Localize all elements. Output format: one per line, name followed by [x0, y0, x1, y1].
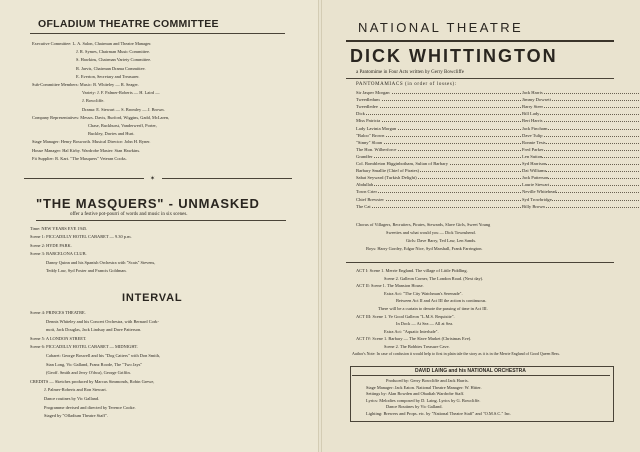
- leader-dots: [356, 185, 640, 186]
- cast-role: Dick: [356, 111, 365, 117]
- page-fold: [318, 0, 322, 452]
- after-line: CREDITS — Sketches produced by Marcus Simmonds, Robin Grewe,: [30, 378, 155, 384]
- interval-title: INTERVAL: [122, 292, 183, 304]
- cast-role: Tweedledee: [356, 104, 378, 110]
- committee-line: Buckley, Davies and Hurt.: [88, 131, 135, 137]
- show-subtitle: a Pantomime in Four Acts written by Gerry Bowcliffe: [356, 70, 464, 75]
- cast-actor: Dave Tulip: [522, 132, 543, 138]
- cast-role: Col. Bombleton Higginbotham, Sultan of Barbary: [356, 161, 448, 166]
- after-line: (Geoff. Smith and Jerry O'dwa), George Griffin.: [46, 370, 131, 376]
- acts-rule: [346, 262, 614, 263]
- cast-actor: Laurie Stewart: [522, 182, 550, 188]
- committee-line: R. Jarvis, Chairman Drama Committee.: [76, 65, 146, 71]
- cast-actor: Jack Patterson: [522, 175, 549, 181]
- cast-actor: Syd Trowbridge: [522, 196, 552, 202]
- after-line: Cabaret: George Boswell and his "Dog Catters" with Don Smith,: [46, 353, 160, 358]
- cast-role: The Cat: [356, 203, 371, 209]
- leader-dots: [356, 192, 640, 193]
- masquers-subtitle: offer a festive pot-pourri of words and music in six scenes.: [70, 212, 188, 217]
- chorus-line: Girls: Dave Barry, Ted Law, Len Sands.: [406, 238, 477, 243]
- leader-dots: [356, 107, 640, 108]
- cast-role: Sir Jasper Morgan: [356, 90, 390, 95]
- committee-line: Drama: E. Stewart — S. Bromley — J. Brown.: [82, 106, 165, 112]
- chorus-line: Chorus of Villagers, Recruiters, Pirates, Stewards, Slave Girls, Sweet Young: [356, 222, 491, 227]
- leader-dots: [356, 157, 640, 158]
- cast-row: [356, 118, 640, 124]
- leader-dots: [356, 93, 640, 94]
- cast-actor: Bill Lady: [522, 111, 540, 117]
- cast-row: [356, 104, 640, 110]
- committee-line: Chase, Buckhurst, Vanderwerff, Porter,: [88, 123, 157, 128]
- cast-role: "Baloo" Brown: [356, 132, 385, 138]
- committee-line: Company Representatives: Messrs. Davis, Burford, Wiggins, Gadd, McLaren,: [32, 114, 170, 120]
- cast-actor: Syd Harrison: [522, 161, 547, 166]
- cast-row: [356, 168, 640, 174]
- credit-line: Dance Routines by Vic Galland.: [386, 404, 443, 410]
- cast-role: "Sinny" Sloan: [356, 139, 383, 145]
- act-line: Scene 2. The Bobbies Treasure Cave.: [384, 344, 450, 349]
- cast-actor: Jimmy Dowsett: [522, 97, 551, 103]
- cast-row: [356, 182, 640, 188]
- cast-row: [356, 133, 640, 139]
- leader-dots: [356, 129, 640, 130]
- leader-dots: [356, 150, 640, 151]
- cast-actor: Bert Harris: [522, 118, 543, 124]
- subtitle-rule: [346, 78, 614, 79]
- credits-box-title: DAVID LAING and his NATIONAL ORCHESTRA: [415, 368, 526, 374]
- committee-line: Fit Supplier: R. Kart. "The Masquers" Veteran Cooks.: [32, 155, 127, 161]
- act-line: ACT III: Scene 1. Ye Good Galleon "L.M.S. Requisite".: [356, 313, 455, 319]
- cast-actor: Ronnie Tests: [522, 139, 546, 145]
- cast-row: [356, 90, 640, 96]
- chorus-line: Sweeties and what would you — Dick Townshend.: [386, 230, 476, 235]
- scene-line: Teddy Law, Syd Foster and Francis Goldman.: [46, 268, 127, 273]
- theatre-rule: [346, 40, 614, 42]
- cast-role: Tweedledum: [356, 97, 380, 103]
- cast-row: [356, 189, 640, 195]
- scene-line: Time: NEW YEARS EVE 1945.: [30, 226, 88, 231]
- committee-line: J. Bowcliffe.: [82, 98, 105, 104]
- divider-right: [162, 178, 292, 179]
- committee-line: S. Hawkins, Chairman Variety Committee.: [76, 57, 152, 63]
- leader-dots: [356, 143, 640, 144]
- cast-row: [356, 204, 640, 210]
- scene-line: Danny Quinn and his Spanish Orchestra with "Scats" Stevens,: [46, 259, 156, 265]
- cast-role: Barbary Smallie (Chief of Pirates): [356, 168, 420, 174]
- cast-role: Sabat Seyward (Turkish Delight): [356, 175, 417, 181]
- after-line: Dance routines by Vic Galland.: [44, 396, 100, 401]
- cast-row: [356, 161, 640, 167]
- cast-actor: Neville Whitehead: [522, 189, 557, 195]
- act-line: In Dock — At Sea — All at Sea.: [396, 321, 454, 327]
- act-line: Extra Act: "The City Watchman's Serenade".: [384, 290, 463, 296]
- cast-role: Miss Patricia: [356, 118, 381, 124]
- act-line: ACT II: Scene 1. The Mansion House.: [356, 283, 424, 289]
- leader-dots: [356, 114, 640, 115]
- cast-actor: Jack Fincham: [522, 125, 548, 131]
- cast-row: [356, 147, 640, 153]
- committee-line: Sub-Committee Members: Music: B. Whiteley — R. Seager.: [32, 82, 139, 87]
- cast-row: [356, 175, 640, 181]
- after-line: Scene 5: A LONDON STREET.: [30, 335, 87, 341]
- cast-actor: Fred Parker: [522, 146, 544, 152]
- leader-dots: [356, 100, 640, 101]
- committee-line: J. R. Symes, Chairman Music Committee.: [76, 49, 151, 55]
- committee-title: OFLADIUM THEATRE COMMITTEE: [38, 18, 219, 30]
- theatre-name: NATIONAL THEATRE: [358, 20, 524, 35]
- act-line: Scene 2. Galleon Corner, The London Road. (Next day).: [384, 275, 484, 281]
- masquers-rule: [36, 220, 286, 221]
- committee-rule: [30, 33, 285, 34]
- cast-row: [356, 97, 640, 103]
- author-note: Author's Note: In case of confusion it would help to first in plain tale the story as it is in the Merrie England of Good Queen Bess.: [352, 351, 560, 356]
- cast-actor: Billy Brown: [522, 203, 545, 209]
- credit-line: Lighting: Brewers and Props. etc. by "National Theatre Staff" and "O.M.S.C." Inc.: [366, 411, 512, 416]
- committee-line: Executive Committee: L. A. Salon, Chairman and Theatre Manager.: [32, 41, 152, 46]
- cast-actor: Dai Williams: [522, 168, 547, 174]
- cast-role: The Hon. Wilberforce: [356, 146, 397, 152]
- after-line: J. Palmer-Roberts and Ron Stewart.: [44, 387, 107, 393]
- credits-box-rule: [352, 375, 610, 376]
- scene-line: Scene 2: HYDE PARK.: [30, 242, 72, 248]
- cast-row: [356, 111, 640, 117]
- credit-line: Stage Manager: Jack Eaton. National Theatre Manager: W. Hitter.: [366, 384, 482, 390]
- cast-heading: PANTOMAMIACS (in order of losses):: [356, 82, 457, 87]
- leader-dots: [356, 200, 640, 201]
- masquers-title: "THE MASQUERS" - UNMASKED: [36, 196, 260, 211]
- cast-role: Abdullah: [356, 182, 374, 188]
- act-line: Between Act II and Act III the action is continuous.: [396, 298, 487, 304]
- cast-row: [356, 154, 640, 160]
- act-line: ACT I: Scene 1. Merrie England. The village of Little Piddling.: [356, 268, 468, 273]
- act-line: Extra Act: "Aquatic Interlude".: [384, 328, 439, 334]
- committee-line: Stage Manager: Henry Bosworth. Musical Director: John H. Ryner.: [32, 139, 151, 145]
- cast-row: [356, 126, 640, 132]
- after-line: Programme devised and directed by Terence Cooke.: [44, 404, 136, 410]
- divider-left: [24, 178, 144, 179]
- scene-line: Scene 3: BARCELONA CLUB.: [30, 251, 87, 257]
- star-icon: ✶: [150, 176, 156, 182]
- leader-dots: [356, 121, 640, 122]
- committee-line: Variety: J. F. Palmer-Roberts — H. Laird —: [82, 90, 160, 96]
- committee-line: E. Everton, Secretary and Treasurer.: [76, 73, 140, 79]
- cast-row: [356, 197, 640, 203]
- after-line: Stan Long, Vic Galland, Franz Roode, The "Two Jays": [46, 361, 143, 367]
- credit-line: Produced by: Gerry Bowcliffe and Jack Harris.: [386, 378, 469, 383]
- credit-line: Lyrics: Melodies composed by D. Laing. Lyrics by G. Bowcliffe.: [366, 397, 481, 403]
- act-line: There will be a curtain to denote the passing of time in Act III.: [378, 306, 488, 311]
- cast-role: Chief Brewster: [356, 196, 384, 202]
- after-line: Dennis Whiteley and his Concert Orchestra, with Bernard Cork-: [46, 318, 159, 324]
- credit-line: Settings by: Alan Bowden and Obadiah Wardrobe Staff.: [366, 391, 465, 397]
- chorus-line: Boys: Harry Gordey, Edgar Nice, Syd Marshall, Frank Farrington.: [366, 246, 483, 251]
- cast-actor: Barry Steer: [522, 104, 544, 110]
- scene-line: Scene 1: PICCADILLY HOTEL CABARET — 9.30 p.m.: [30, 234, 132, 240]
- after-line: Scene 6: PICCADILLY HOTEL CABARET — MIDNIGHT.: [30, 344, 138, 350]
- cast-row: [356, 140, 640, 146]
- cast-list: [344, 90, 640, 220]
- cast-actor: Jack Harris: [522, 90, 543, 95]
- cast-actor: Len Sutton: [522, 153, 543, 159]
- leader-dots: [356, 136, 640, 137]
- cast-role: Grandfer: [356, 153, 373, 159]
- cast-role: Lady Lavinia Morgan: [356, 125, 397, 131]
- after-line: Scene 4: PRINCES THEATRE.: [30, 310, 86, 315]
- leader-dots: [356, 207, 640, 208]
- show-title: DICK WHITTINGTON: [350, 46, 558, 66]
- act-line: ACT IV: Scene 1. Barbary — The Slave Market (Christmas Eve).: [356, 336, 472, 342]
- committee-line: House Manager: Hal Kirby. Wardrobe Master: Stan Hawkins.: [32, 147, 141, 153]
- after-line: mott, Jack Douglas, Jack Lindsay and Dave Patterson.: [46, 327, 142, 333]
- after-line: Staged by "Ofladium Theatre Staff".: [44, 413, 109, 419]
- cast-role: Town Crier: [356, 189, 377, 195]
